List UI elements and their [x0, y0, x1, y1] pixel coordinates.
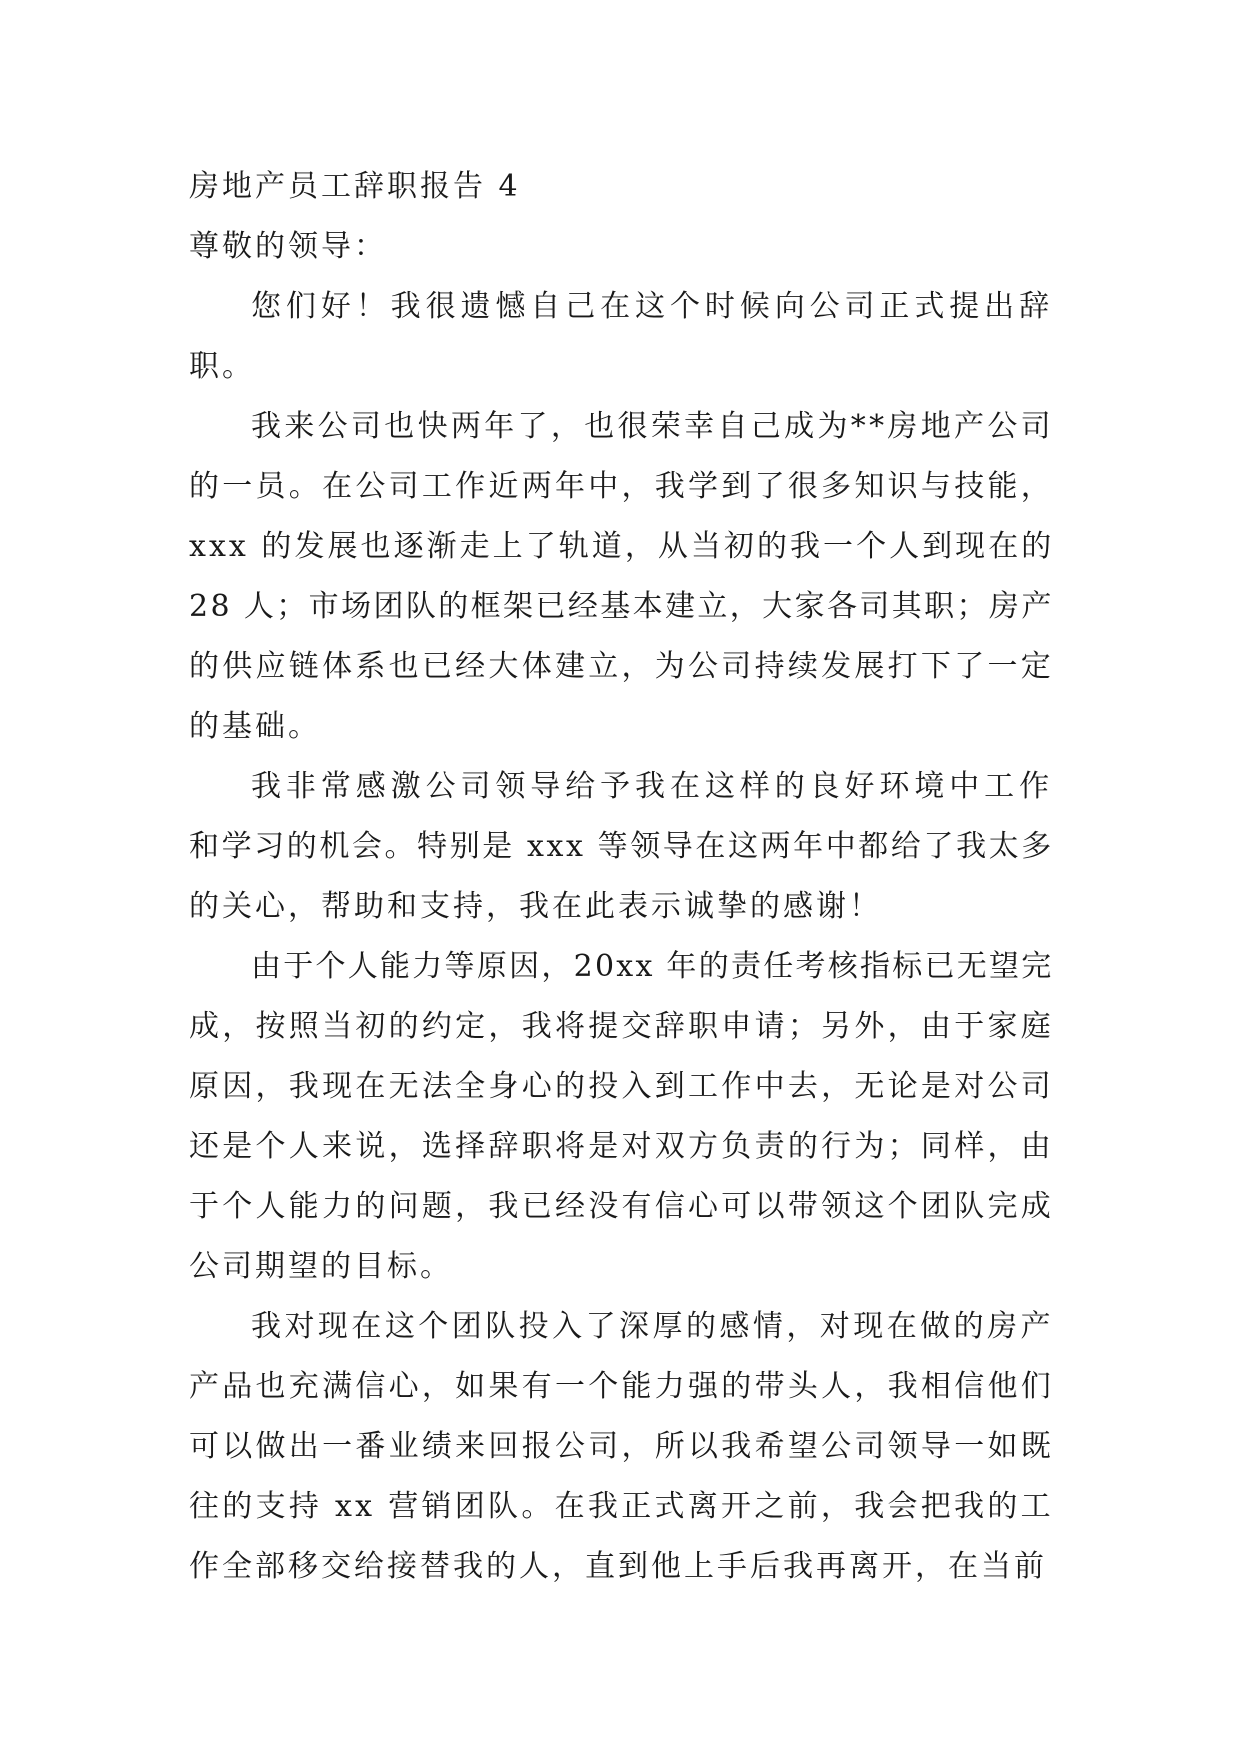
paragraph-line: 的供应链体系也已经大体建立，为公司持续发展打下了一定: [189, 649, 1054, 684]
paragraph-line: 我对现在这个团队投入了深厚的感情，对现在做的房产: [251, 1309, 1054, 1344]
paragraph-line: 28 人；市场团队的框架已经基本建立，大家各司其职；房产: [189, 589, 1054, 624]
body-paragraph: [189, 757, 1054, 937]
paragraph-line: 的关心，帮助和支持，我在此表示诚挚的感谢！: [189, 889, 882, 924]
paragraph-line: 还是个人来说，选择辞职将是对双方负责的行为；同样，由: [189, 1129, 1054, 1164]
paragraph-line: 往的支持 xx 营销团队。在我正式离开之前，我会把我的工: [189, 1489, 1054, 1524]
paragraph-line: xxx 的发展也逐渐走上了轨道，从当初的我一个人到现在的: [189, 529, 1055, 564]
salutation: 尊敬的领导：: [189, 229, 387, 264]
paragraph-line: 成，按照当初的约定，我将提交辞职申请；另外，由于家庭: [189, 1009, 1054, 1044]
paragraph-line: 于个人能力的问题，我已经没有信心可以带领这个团队完成: [189, 1189, 1054, 1224]
paragraph-line: 公司期望的目标。: [189, 1249, 453, 1284]
paragraph-line: 原因，我现在无法全身心的投入到工作中去，无论是对公司: [189, 1069, 1054, 1104]
paragraph-list: [189, 277, 1054, 1597]
paragraph-line: 您们好！我很遗憾自己在这个时候向公司正式提出辞: [251, 289, 1054, 324]
body-paragraph: [189, 277, 1054, 397]
body-paragraph: [189, 1297, 1054, 1597]
paragraph-line: 作全部移交给接替我的人，直到他上手后我再离开，在当前: [189, 1549, 1047, 1584]
paragraph-line: 可以做出一番业绩来回报公司，所以我希望公司领导一如既: [189, 1429, 1054, 1464]
paragraph-line: 的基础。: [189, 709, 321, 744]
body-paragraph: [189, 937, 1054, 1297]
paragraph-line: 职。: [189, 349, 255, 384]
body-paragraph: [189, 397, 1054, 757]
document-title: 房地产员工辞职报告 4: [189, 169, 521, 204]
document-body: [189, 157, 1054, 1597]
paragraph-line: 我非常感激公司领导给予我在这样的良好环境中工作: [251, 769, 1054, 804]
paragraph-line: 的一员。在公司工作近两年中，我学到了很多知识与技能，: [189, 469, 1054, 504]
paragraph-line: 产品也充满信心，如果有一个能力强的带头人，我相信他们: [189, 1369, 1054, 1404]
paragraph-line: 和学习的机会。特别是 xxx 等领导在这两年中都给了我太多: [189, 829, 1054, 864]
paragraph-line: 我来公司也快两年了，也很荣幸自己成为**房地产公司: [251, 409, 1054, 444]
paragraph-line: 由于个人能力等原因，20xx 年的责任考核指标已无望完: [251, 949, 1054, 984]
